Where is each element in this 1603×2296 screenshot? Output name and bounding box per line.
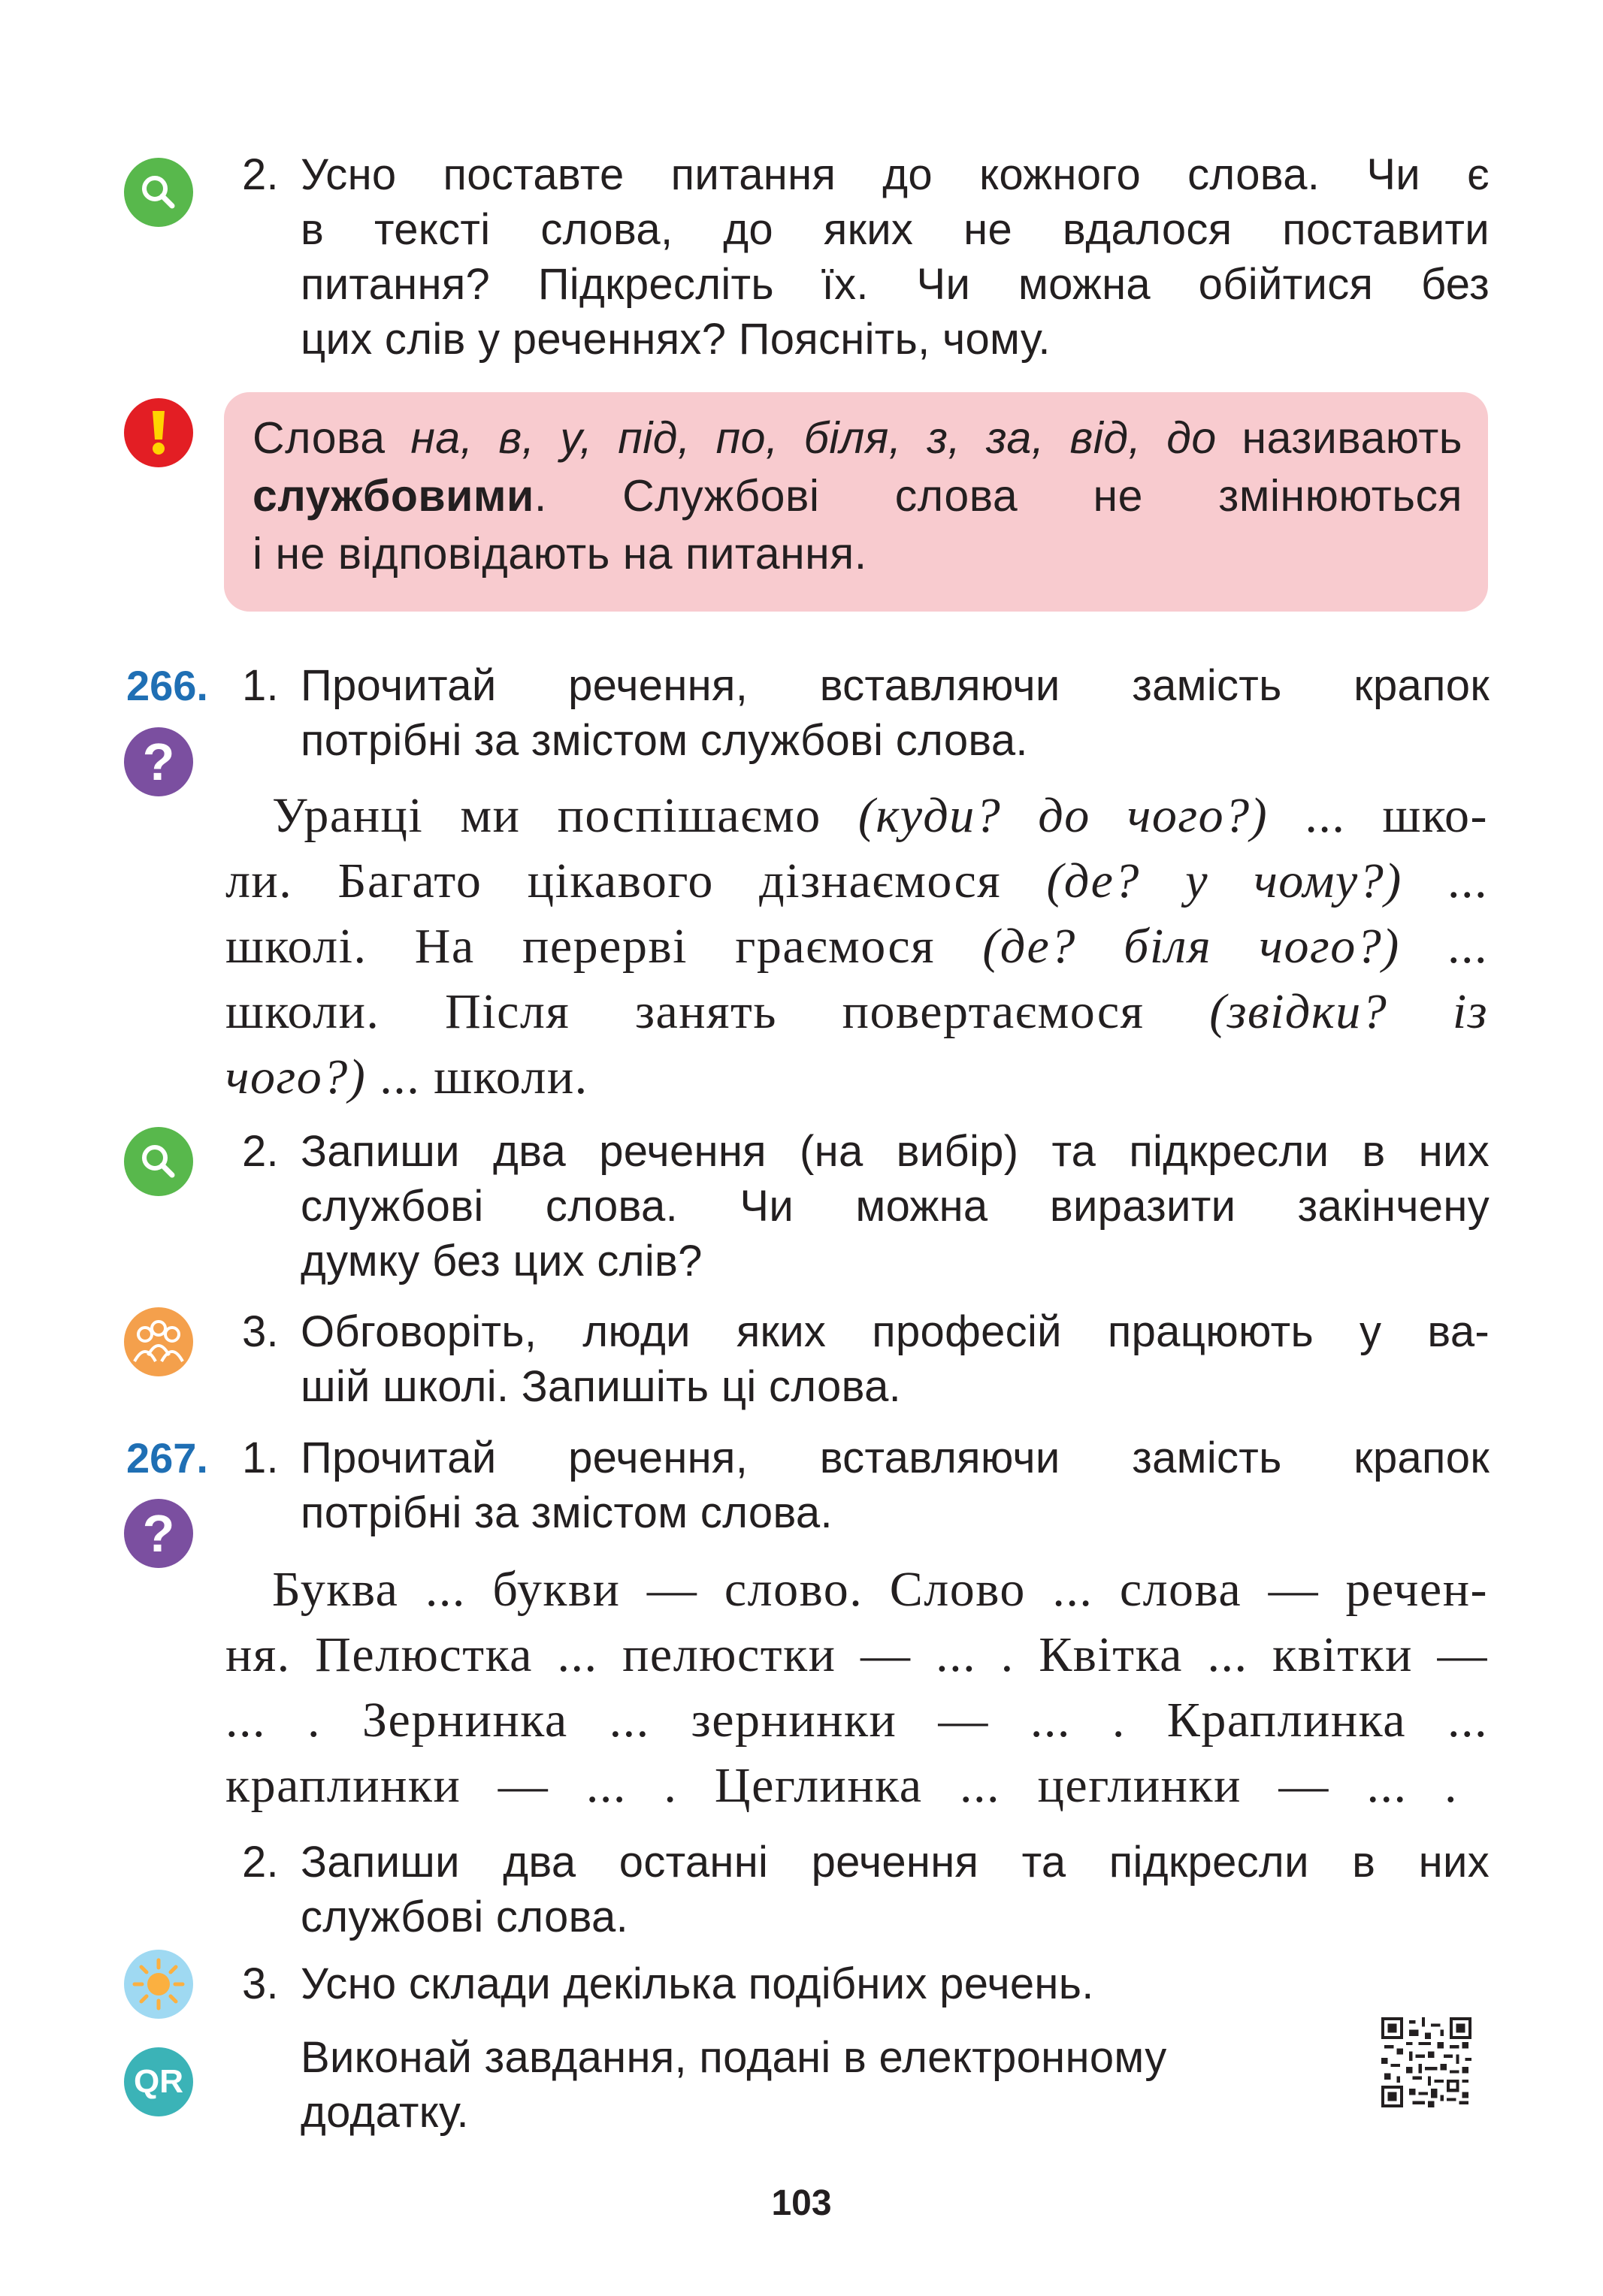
ex266-text: Уранці ми поспішаємо (куди? до чого?) ... шко- ли. Багато цікавого дізнаємося (де? у чому?) ... школі. На перерві граємося (де? біля чого?) ... школи. Після занять повертаємося (звідки? із чого?) ... школи. (225, 788, 1489, 1104)
task-top-2: 2. Усно поставте питання до кожного слова. Чи є в тексті слова, до яких не вдалося поставити питання? Підкресліть їх. Чи можна обійтися без цих слів у реченнях? Поясніть, чому. (242, 147, 1490, 367)
ex266-task-1: 1. Прочитай речення, вставляючи замість крапок потрібні за змістом службові слова. (242, 661, 1490, 765)
sun-icon (124, 1950, 193, 2019)
ex267-task-2: 2. Запиши два останні речення та підкресли в них службові слова. (242, 1838, 1490, 1941)
search-icon (124, 158, 193, 227)
page-number: 103 (771, 2183, 832, 2223)
exercise-number-266: 266. (126, 662, 208, 709)
qr-badge-icon: QR (124, 2047, 193, 2116)
exercise-number-267: 267. (126, 1434, 208, 1482)
ex267-task-1: 1. Прочитай речення, вставляючи замість крапок потрібні за змістом слова. (242, 1433, 1490, 1537)
people-group-icon (124, 1307, 193, 1376)
question-mark-icon: ? (124, 727, 193, 796)
ex267-task-3: 3. Усно склади декілька подібних речень. (242, 1959, 1094, 2008)
task-number: 2. (242, 150, 279, 199)
question-mark-icon: ? (124, 1499, 193, 1568)
ex267-text: Буква ... букви — слово. Слово ... слова — речен- ня. Пелюстка ... пелюстки — ... . Квітка ... квітки — ... . Зернинка ... зернинки — ... . Краплинка ... краплинки — ... . Цеглинка ... цеглинки — ... . (225, 1562, 1488, 1813)
ex267-qr-task: Виконай завдання, подані в електронному додатку. (301, 2033, 1167, 2137)
exclamation-icon (124, 398, 193, 467)
ex266-task-3: 3. Обговоріть, люди яких професій працюють у ва- шій школі. Запишіть ці слова. (242, 1307, 1490, 1411)
qr-code[interactable] (1381, 2017, 1471, 2107)
search-icon (124, 1127, 193, 1196)
rule-term: службовими (253, 471, 534, 521)
ex266-task-2: 2. Запиши два речення (на вибір) та підкресли в них службові слова. Чи можна виразити закінчену думку без цих слів? (242, 1127, 1490, 1285)
rule-text: Слова на, в, у, під, по, біля, з, за, від, до називають службовими. Службові слова не змінюються і не відповідають на питання. (253, 413, 1462, 579)
